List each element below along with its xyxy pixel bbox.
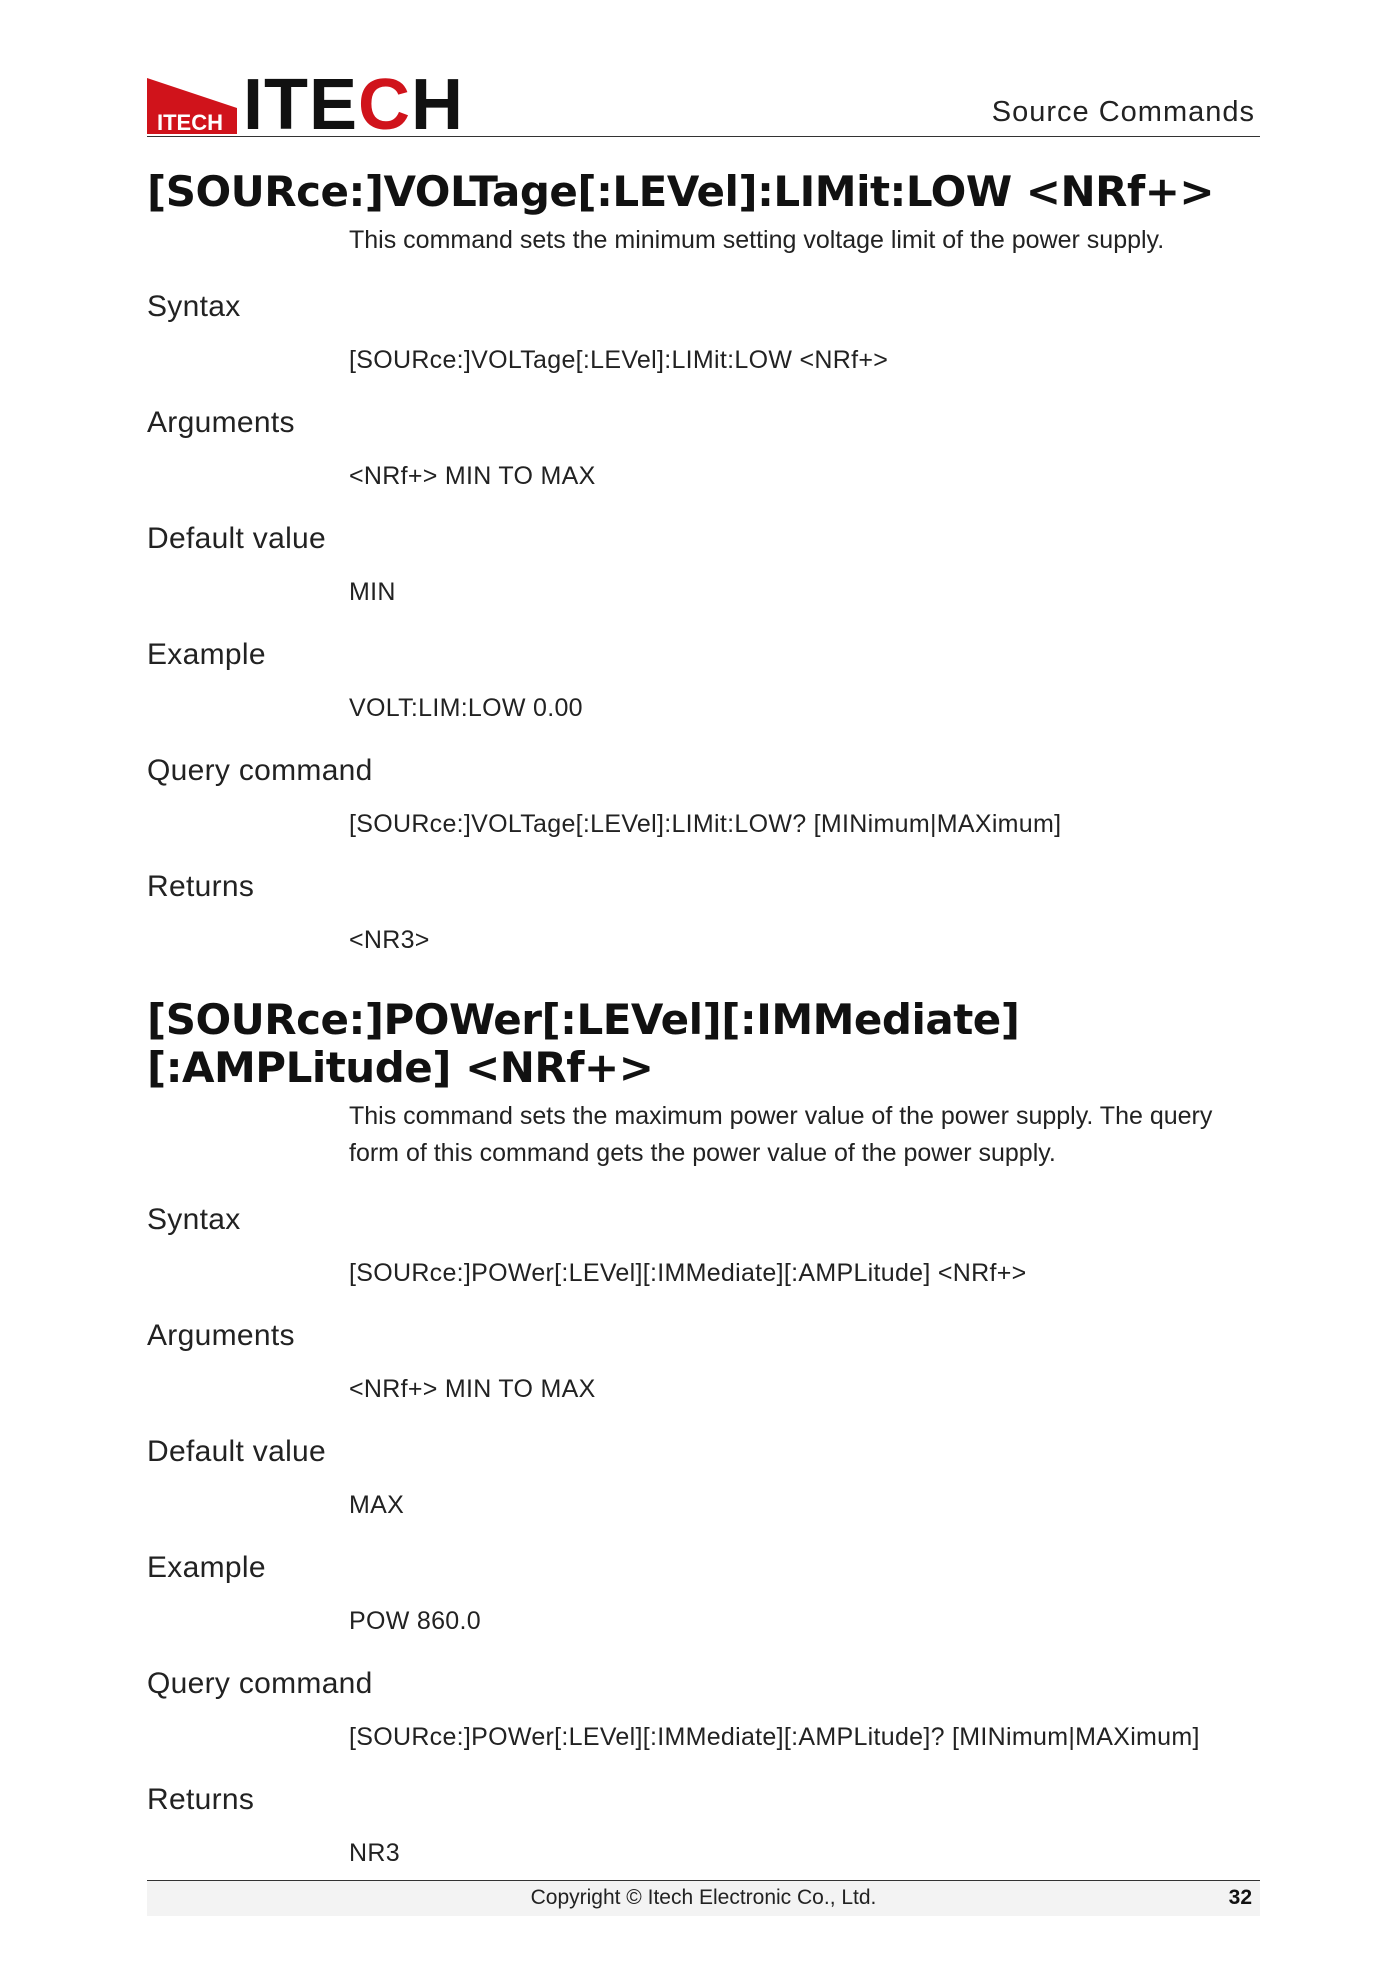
field-label: Default value [147,522,327,555]
command-section-volt-limit-low [147,168,1260,955]
field-query-command [147,753,1260,839]
field-label: Syntax [147,1203,241,1236]
field-label: Default value [147,1435,327,1468]
svg-text:ITECH: ITECH [157,110,223,134]
command-title: [SOURce:]POWer[:LEVel][:IMMediate][:AMPLitude] <NRf+> [147,995,1020,1092]
field-value: [SOURce:]VOLTage[:LEVel]:LIMit:LOW <NRf+> [349,346,889,374]
field-returns [147,1782,1260,1868]
field-arguments [147,405,1260,491]
field-label: Arguments [147,1319,295,1352]
field-label: Returns [147,1783,255,1816]
copyright-text: Copyright © Itech Electronic Co., Ltd. [530,1886,877,1909]
field-query-command [147,1666,1260,1752]
page-header [147,65,1260,145]
field-value: MAX [349,1491,405,1519]
itech-logo [147,65,465,145]
field-value: <NR3> [349,926,430,954]
field-arguments [147,1318,1260,1404]
field-label: Arguments [147,406,295,439]
command-description: This command sets the minimum setting voltage limit of the power supply. [349,226,1165,254]
logo-letter-c: C [358,65,412,145]
header-section-title: Source Commands [991,96,1255,128]
field-label: Query command [147,1667,373,1700]
field-value: <NRf+> MIN TO MAX [349,1375,596,1403]
field-label: Example [147,638,266,671]
page-footer [147,1880,1260,1916]
field-example [147,1550,1260,1636]
field-value: [SOURce:]VOLTage[:LEVel]:LIMit:LOW? [MINimum|MAXimum] [349,810,1062,838]
field-syntax [147,289,1260,375]
field-returns [147,869,1260,955]
field-value: NR3 [349,1839,400,1867]
page-number: 32 [1228,1886,1252,1909]
field-label: Returns [147,870,255,903]
itech-logo-mark-icon [147,78,237,134]
field-label: Example [147,1551,266,1584]
logo-wordmark: ITECH [243,65,465,145]
field-default-value [147,521,1260,607]
command-description: This command sets the maximum power value of the power supply. The query form of this command gets the power value of the power supply. [349,1102,1213,1167]
command-title: [SOURce:]VOLTage[:LEVel]:LIMit:LOW <NRf+> [147,167,1215,216]
field-value: MIN [349,578,396,606]
field-example [147,637,1260,723]
field-default-value [147,1434,1260,1520]
field-value: [SOURce:]POWer[:LEVel][:IMMediate][:AMPLitude] <NRf+> [349,1259,1027,1287]
field-label: Syntax [147,290,241,323]
field-syntax [147,1202,1260,1288]
field-value: <NRf+> MIN TO MAX [349,462,596,490]
field-value: POW 860.0 [349,1607,481,1635]
field-value: VOLT:LIM:LOW 0.00 [349,694,583,722]
field-value: [SOURce:]POWer[:LEVel][:IMMediate][:AMPLitude]? [MINimum|MAXimum] [349,1723,1200,1751]
field-label: Query command [147,754,373,787]
command-section-power-level [147,996,1260,1868]
